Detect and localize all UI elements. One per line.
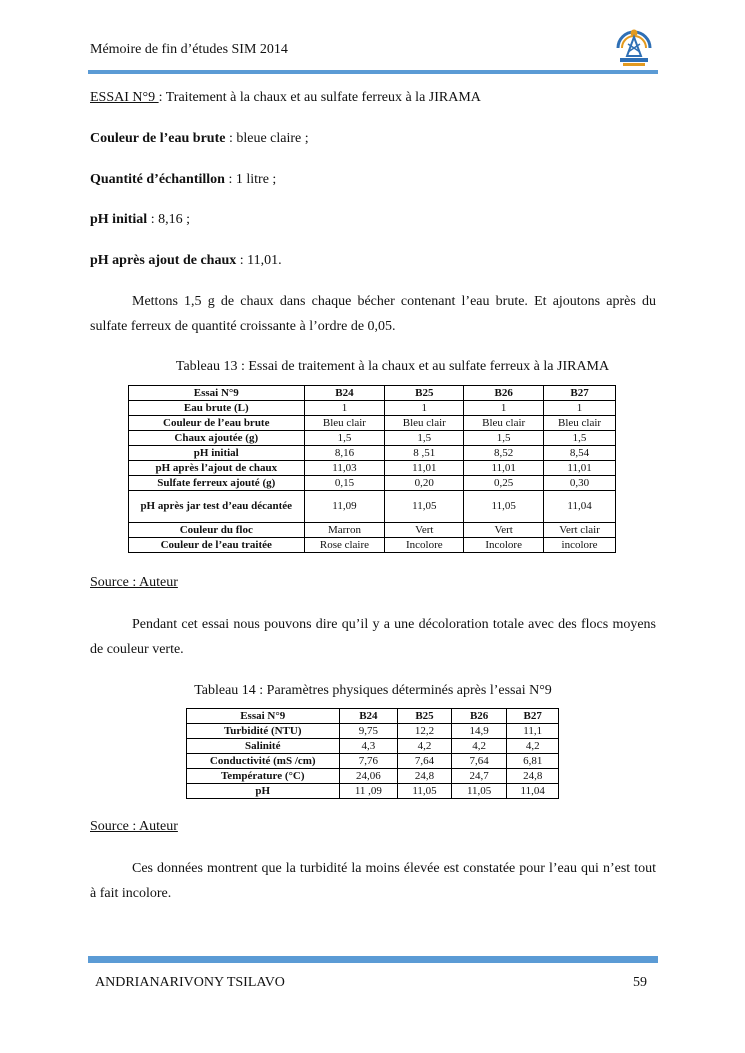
row-label-cell: Sulfate ferreux ajouté (g)	[129, 476, 305, 491]
table-row	[187, 784, 559, 799]
table-cell: 4,2	[451, 739, 507, 754]
table-row	[129, 476, 616, 491]
row-label-cell: pH	[187, 784, 340, 799]
row-label-cell: Couleur du floc	[129, 523, 305, 538]
table-cell: 8 ,51	[385, 446, 464, 461]
table-header-cell: Essai N°9	[187, 709, 340, 724]
table-row	[187, 769, 559, 784]
paragraph-decoloration: Pendant cet essai nous pouvons dire qu’il y a une décoloration totale avec des flocs moyens de couleur verte.	[90, 617, 656, 657]
table-cell: 1	[464, 401, 544, 416]
table-header-cell: B27	[507, 709, 559, 724]
table-row	[129, 523, 616, 538]
table-cell: 4,2	[398, 739, 452, 754]
table-header-cell: B25	[385, 386, 464, 401]
table-cell: 0,15	[304, 476, 385, 491]
table-cell: 11 ,09	[339, 784, 398, 799]
row-label-cell: pH après l’ajout de chaux	[129, 461, 305, 476]
table-row	[187, 754, 559, 769]
essai-heading: ESSAI N°9 : Traitement à la chaux et au sulfate ferreux à la JIRAMA	[90, 90, 481, 105]
table13	[128, 385, 616, 553]
table-cell: 24,7	[451, 769, 507, 784]
table-row	[129, 446, 616, 461]
table-cell: 4,3	[339, 739, 398, 754]
table-header-cell: B27	[544, 386, 616, 401]
table-row	[129, 491, 616, 523]
table-cell: 1	[385, 401, 464, 416]
table-cell: Bleu clair	[385, 416, 464, 431]
table14-source: Source : Auteur	[90, 819, 178, 834]
table13-source: Source : Auteur	[90, 575, 178, 590]
table-cell: Incolore	[464, 538, 544, 553]
paragraph-method: Mettons 1,5 g de chaux dans chaque bécher contenant l’eau brute. Et ajoutons après du sulfate ferreux de quantité croissante à l’ordre de 0,05.	[90, 294, 656, 334]
table-cell: Bleu clair	[304, 416, 385, 431]
table-cell: 9,75	[339, 724, 398, 739]
table-cell: 1,5	[385, 431, 464, 446]
table-cell: 14,9	[451, 724, 507, 739]
table-cell: 11,01	[385, 461, 464, 476]
table-cell: Marron	[304, 523, 385, 538]
table-cell: Rose claire	[304, 538, 385, 553]
couleur-eau-brute: Couleur de l’eau brute : bleue claire ;	[90, 131, 309, 146]
ph-apres-chaux: pH après ajout de chaux : 11,01.	[90, 253, 282, 268]
table-row	[129, 431, 616, 446]
row-label-cell: Couleur de l’eau traitée	[129, 538, 305, 553]
table-header-cell: B26	[464, 386, 544, 401]
table-row	[129, 416, 616, 431]
ph-initial: pH initial : 8,16 ;	[90, 212, 190, 227]
table13-caption: Tableau 13 : Essai de traitement à la chaux et au sulfate ferreux à la JIRAMA	[175, 359, 610, 374]
table-cell: 8,52	[464, 446, 544, 461]
table-cell: Incolore	[385, 538, 464, 553]
row-label-cell: Couleur de l’eau brute	[129, 416, 305, 431]
table-cell: 0,30	[544, 476, 616, 491]
row-label-cell: Température (°C)	[187, 769, 340, 784]
table-cell: Vert	[464, 523, 544, 538]
quantite-echantillon: Quantité d’échantillon : 1 litre ;	[90, 172, 277, 187]
row-label-cell: pH après jar test d’eau décantée	[129, 491, 305, 523]
table-cell: 4,2	[507, 739, 559, 754]
table-cell: Vert	[385, 523, 464, 538]
table-header-cell: B26	[451, 709, 507, 724]
header-rule	[88, 70, 658, 74]
page-number: 59	[633, 975, 647, 990]
table-row	[129, 401, 616, 416]
table-row	[129, 538, 616, 553]
table-cell: 0,20	[385, 476, 464, 491]
page-header-title: Mémoire de fin d’études SIM 2014	[90, 42, 288, 57]
table-cell: 8,16	[304, 446, 385, 461]
table-cell: Vert clair	[544, 523, 616, 538]
table-cell: 7,64	[398, 754, 452, 769]
table-cell: 1	[544, 401, 616, 416]
table-cell: 11,1	[507, 724, 559, 739]
row-label-cell: Turbidité (NTU)	[187, 724, 340, 739]
table-cell: 11,05	[464, 491, 544, 523]
table-cell: 11,04	[544, 491, 616, 523]
row-label-cell: Eau brute (L)	[129, 401, 305, 416]
table-cell: 11,01	[544, 461, 616, 476]
table-cell: 11,05	[451, 784, 507, 799]
table-cell: 1,5	[464, 431, 544, 446]
table-cell: incolore	[544, 538, 616, 553]
table-cell: 11,04	[507, 784, 559, 799]
table-cell: 0,25	[464, 476, 544, 491]
table-cell: 11,05	[398, 784, 452, 799]
table-header-cell: Essai N°9	[129, 386, 305, 401]
table-cell: 11,03	[304, 461, 385, 476]
table-row	[187, 724, 559, 739]
table-cell: 24,06	[339, 769, 398, 784]
school-logo-icon	[614, 26, 654, 68]
table-cell: 11,09	[304, 491, 385, 523]
table-cell: 24,8	[398, 769, 452, 784]
footer-author: ANDRIANARIVONY TSILAVO	[95, 975, 285, 990]
table-cell: 11,05	[385, 491, 464, 523]
table-cell: 7,64	[451, 754, 507, 769]
table-cell: 1,5	[304, 431, 385, 446]
row-label-cell: Salinité	[187, 739, 340, 754]
row-label-cell: pH initial	[129, 446, 305, 461]
table-cell: Bleu clair	[464, 416, 544, 431]
table-cell: 12,2	[398, 724, 452, 739]
table-row	[187, 739, 559, 754]
table-cell: 6,81	[507, 754, 559, 769]
table-header-row	[187, 709, 559, 724]
row-label-cell: Chaux ajoutée (g)	[129, 431, 305, 446]
table-header-row	[129, 386, 616, 401]
paragraph-conclusion: Ces données montrent que la turbidité la moins élevée est constatée pour l’eau qui n’est tout à fait incolore.	[90, 861, 656, 901]
table-cell: 1	[304, 401, 385, 416]
row-label-cell: Conductivité (mS /cm)	[187, 754, 340, 769]
table-row	[129, 461, 616, 476]
table-header-cell: B25	[398, 709, 452, 724]
footer-rule	[88, 956, 658, 963]
table-cell: 8,54	[544, 446, 616, 461]
table14	[186, 708, 559, 799]
table-cell: 24,8	[507, 769, 559, 784]
table-cell: 1,5	[544, 431, 616, 446]
table14-caption: Tableau 14 : Paramètres physiques déterminés après l’essai N°9	[194, 683, 552, 698]
table-cell: Bleu clair	[544, 416, 616, 431]
table-cell: 7,76	[339, 754, 398, 769]
table-cell: 11,01	[464, 461, 544, 476]
table-header-cell: B24	[339, 709, 398, 724]
table-header-cell: B24	[304, 386, 385, 401]
